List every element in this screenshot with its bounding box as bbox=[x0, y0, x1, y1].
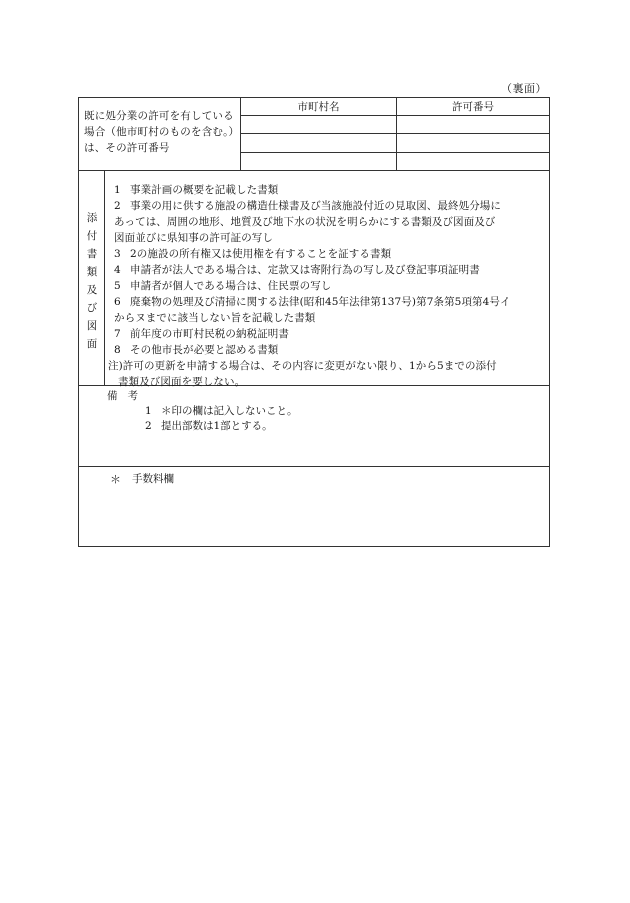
attachments-note: 注)許可の更新を申請する場合は、その内容に変更がない限り、1から5までの添付 bbox=[108, 360, 497, 372]
attachment-item-number: 1 bbox=[114, 184, 121, 196]
attachments-label bbox=[79, 171, 105, 385]
remarks-item bbox=[145, 403, 298, 418]
attachments-label-char: 付 bbox=[86, 230, 98, 242]
permit-number-table bbox=[241, 98, 549, 170]
attachments-label-char: 図 bbox=[86, 320, 98, 332]
attachments-section bbox=[79, 171, 549, 386]
fee-section bbox=[79, 467, 549, 546]
page-side-label: （裏面） bbox=[501, 82, 547, 95]
attachment-item-number: 6 bbox=[114, 296, 121, 308]
attachment-item-number: 5 bbox=[114, 280, 121, 292]
permit-number-cell[interactable] bbox=[397, 116, 550, 134]
permit-number-header: 許可番号 bbox=[397, 98, 550, 116]
remarks-item bbox=[145, 418, 273, 433]
remarks-item-number: 1 bbox=[145, 405, 152, 417]
remarks-title: 備考 bbox=[107, 390, 148, 402]
attachments-label-char: 面 bbox=[86, 338, 98, 350]
remarks-item-text: 提出部数は1部とする。 bbox=[161, 420, 273, 432]
existing-permit-label: 既に処分業の許可を有している場合（他市町村のものを含む。）は、その許可番号 bbox=[79, 98, 241, 170]
attachment-item-text: 2の施設の所有権又は使用権を有することを証する書類 bbox=[130, 248, 392, 260]
attachment-item-continuation: 図面並びに県知事の許可証の写し bbox=[114, 232, 273, 244]
attachment-item bbox=[114, 262, 545, 278]
attachment-item-number: 4 bbox=[114, 264, 121, 276]
attachments-label-char: 添 bbox=[86, 212, 98, 224]
attachment-item-text: 前年度の市町村民税の納税証明書 bbox=[130, 328, 289, 340]
attachment-item-number: 2 bbox=[114, 200, 121, 212]
attachment-item bbox=[114, 246, 545, 262]
attachments-label-char: 類 bbox=[86, 266, 98, 278]
attachment-item-text: 廃棄物の処理及び清掃に関する法律(昭和45年法律第137号)第7条第5項第4号イ bbox=[130, 296, 511, 308]
attachment-item-text: その他市長が必要と認める書類 bbox=[130, 344, 279, 356]
attachment-item-continuation: あっては、周囲の地形、地質及び地下水の状況を明らかにする書類及び図面及び bbox=[114, 216, 496, 228]
attachment-item-text: 申請者が個人である場合は、住民票の写し bbox=[130, 280, 332, 292]
municipality-cell[interactable] bbox=[241, 152, 397, 170]
municipality-header: 市町村名 bbox=[241, 98, 397, 116]
attachment-item bbox=[114, 294, 545, 310]
permit-number-cell[interactable] bbox=[397, 134, 550, 152]
attachment-item bbox=[114, 326, 545, 342]
attachments-label-char: 及 bbox=[86, 284, 98, 296]
attachment-item bbox=[114, 342, 545, 358]
remarks-section bbox=[79, 386, 549, 467]
permit-table-header-row bbox=[241, 98, 549, 116]
form-frame bbox=[78, 97, 550, 547]
permit-number-cell[interactable] bbox=[397, 152, 550, 170]
attachment-item-continuation: からヌまでに該当しない旨を記載した書類 bbox=[114, 312, 316, 324]
attachments-label-char: 書 bbox=[86, 248, 98, 260]
attachment-item-number: 7 bbox=[114, 328, 121, 340]
attachment-item-number: 3 bbox=[114, 248, 121, 260]
attachments-label-char: び bbox=[86, 302, 98, 314]
attachment-item-text: 事業計画の概要を記載した書類 bbox=[130, 184, 279, 196]
municipality-cell[interactable] bbox=[241, 116, 397, 134]
asterisk-mark: ＊ bbox=[110, 473, 121, 486]
permit-table-row bbox=[241, 116, 549, 134]
attachment-item bbox=[114, 278, 545, 294]
existing-permit-section bbox=[79, 98, 549, 171]
attachment-item-text: 申請者が法人である場合は、定款又は寄附行為の写し及び登記事項証明書 bbox=[130, 264, 480, 276]
attachment-item bbox=[114, 182, 545, 198]
attachment-item-number: 8 bbox=[114, 344, 121, 356]
attachment-item bbox=[114, 198, 545, 214]
permit-table-row bbox=[241, 134, 549, 152]
remarks-item-number: 2 bbox=[145, 420, 152, 432]
fee-label: 手数料欄 bbox=[132, 473, 174, 485]
remarks-item-text: ＊印の欄は記入しないこと。 bbox=[161, 405, 298, 417]
attachments-note-continuation: 書類及び図面を要しない。 bbox=[118, 376, 246, 388]
attachment-item-text: 事業の用に供する施設の構造仕様書及び当該施設付近の見取図、最終処分場に bbox=[130, 200, 501, 212]
municipality-cell[interactable] bbox=[241, 134, 397, 152]
attachments-list bbox=[105, 182, 549, 390]
permit-table-row bbox=[241, 152, 549, 170]
